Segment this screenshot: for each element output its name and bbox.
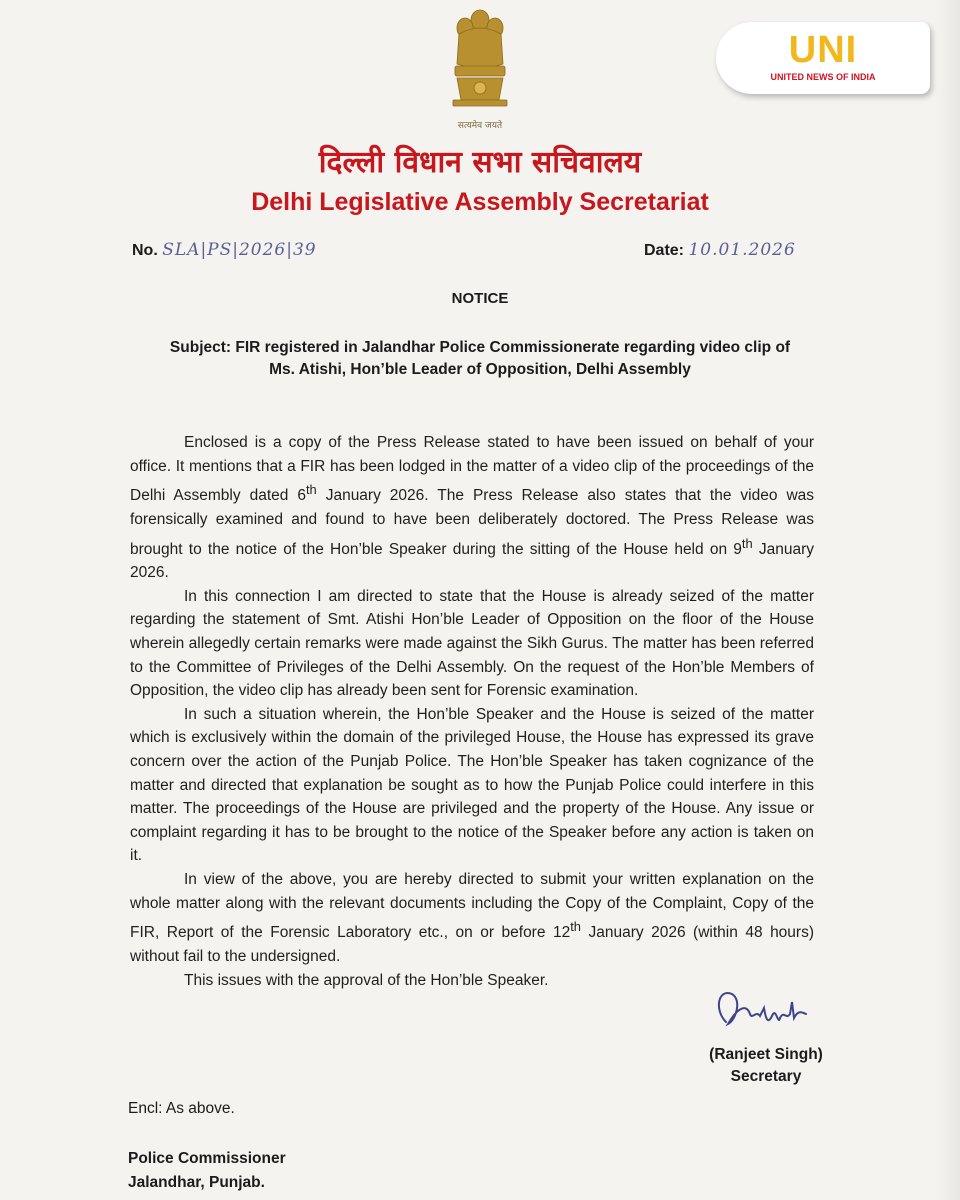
english-title: Delhi Legislative Assembly Secretariat — [251, 188, 709, 216]
p4-superscript: th — [570, 919, 581, 935]
signatory-name: (Ranjeet Singh) — [709, 1046, 823, 1063]
hindi-title: दिल्ली विधान सभा सचिवालय — [318, 145, 642, 180]
reference-number-value: SLA|PS|2026|39 — [162, 240, 317, 260]
body-paragraph-5: This issues with the approval of the Hon’ble Speaker. — [184, 971, 549, 989]
addressee-line-2: Jalandhar, Punjab. — [128, 1174, 265, 1191]
notice-body — [130, 431, 814, 992]
addressee-line-1: Police Commissioner — [128, 1150, 286, 1167]
emblem-motto: सत्यमेव जयते — [457, 121, 503, 131]
uni-watermark-badge — [716, 22, 930, 94]
p1-superscript-1: th — [305, 482, 317, 498]
handwritten-signature — [706, 980, 826, 1040]
subject-line-1: Subject: FIR registered in Jalandhar Police Commissionerate regarding video clip of — [169, 339, 791, 356]
ashoka-lion-emblem-icon — [445, 4, 515, 116]
reference-number — [132, 240, 317, 260]
body-paragraph-3: In such a situation wherein, the Hon’ble Speaker and the House is seized of the matter which is exclusively within the domain of the privileged House, the House has expressed its grave concern over the action of the Punjab Police. The Hon’ble Speaker has taken cognizance of the matter and directed that explanation be sought as to how the Punjab Police could interfere in this matter. The proceedings of the House are privileged and the property of the House. Any issue or complaint regarding it has to be brought to the notice of the Speaker before any action is taken on it. — [130, 705, 814, 865]
uni-logo-text: UNI — [788, 29, 858, 71]
reference-date-value: 10.01.2026 — [688, 240, 796, 260]
subject-line-2: Ms. Atishi, Hon’ble Leader of Opposition, Delhi Assembly — [269, 361, 691, 378]
p4-text-b: January 2026 (within 48 hours) without fail to the undersigned. — [130, 924, 815, 965]
page-edge-shadow — [936, 0, 960, 1200]
reference-date — [644, 240, 796, 260]
p1-text-a: Enclosed is a copy of the Press Release stated to have been issued on behalf of your office. It mentions that a FIR has been lodged in the matter of a video clip of the proceedings of the Delhi Assembly dated 6 — [130, 434, 814, 505]
enclosure-note: Encl: As above. — [128, 1100, 235, 1117]
notice-heading: NOTICE — [451, 290, 509, 307]
state-emblem — [436, 4, 524, 131]
reference-number-label: No. — [132, 242, 158, 259]
p1-text-c: January 2026. — [130, 540, 814, 582]
uni-logo-subtext: UNITED NEWS OF INDIA — [770, 72, 876, 82]
p1-superscript-2: th — [741, 535, 753, 551]
p1-text-b: January 2026. The Press Release also states that the video was forensically examined and found to have been deliberately doctored. The Press Release was brought to the notice of the Hon’ble Speaker during the sitting of the House held on 9 — [130, 487, 815, 558]
signature-block — [696, 980, 836, 1086]
reference-date-label: Date: — [644, 242, 685, 259]
signatory-designation: Secretary — [730, 1068, 802, 1085]
body-paragraph-4 — [130, 868, 814, 969]
addressee — [128, 1147, 286, 1195]
body-paragraph-1 — [130, 431, 814, 585]
p4-text-a: In view of the above, you are hereby directed to submit your written explanation on the whole matter along with the relevant documents including the Copy of the Complaint, Copy of the FIR, Report of the Forensic Laboratory etc., on or before 12 — [130, 871, 814, 942]
body-paragraph-2: In this connection I am directed to state that the House is already seized of the matter regarding the statement of Smt. Atishi Hon’ble Leader of Opposition on the floor of the House wherein allegedly certain remarks were made against the Sikh Gurus. The matter has been referred to the Committee of Privileges of the Delhi Assembly. On the request of the Hon’ble Members of Opposition, the video clip has already been sent for Forensic examination. — [130, 587, 814, 700]
notice-subject — [150, 337, 810, 381]
